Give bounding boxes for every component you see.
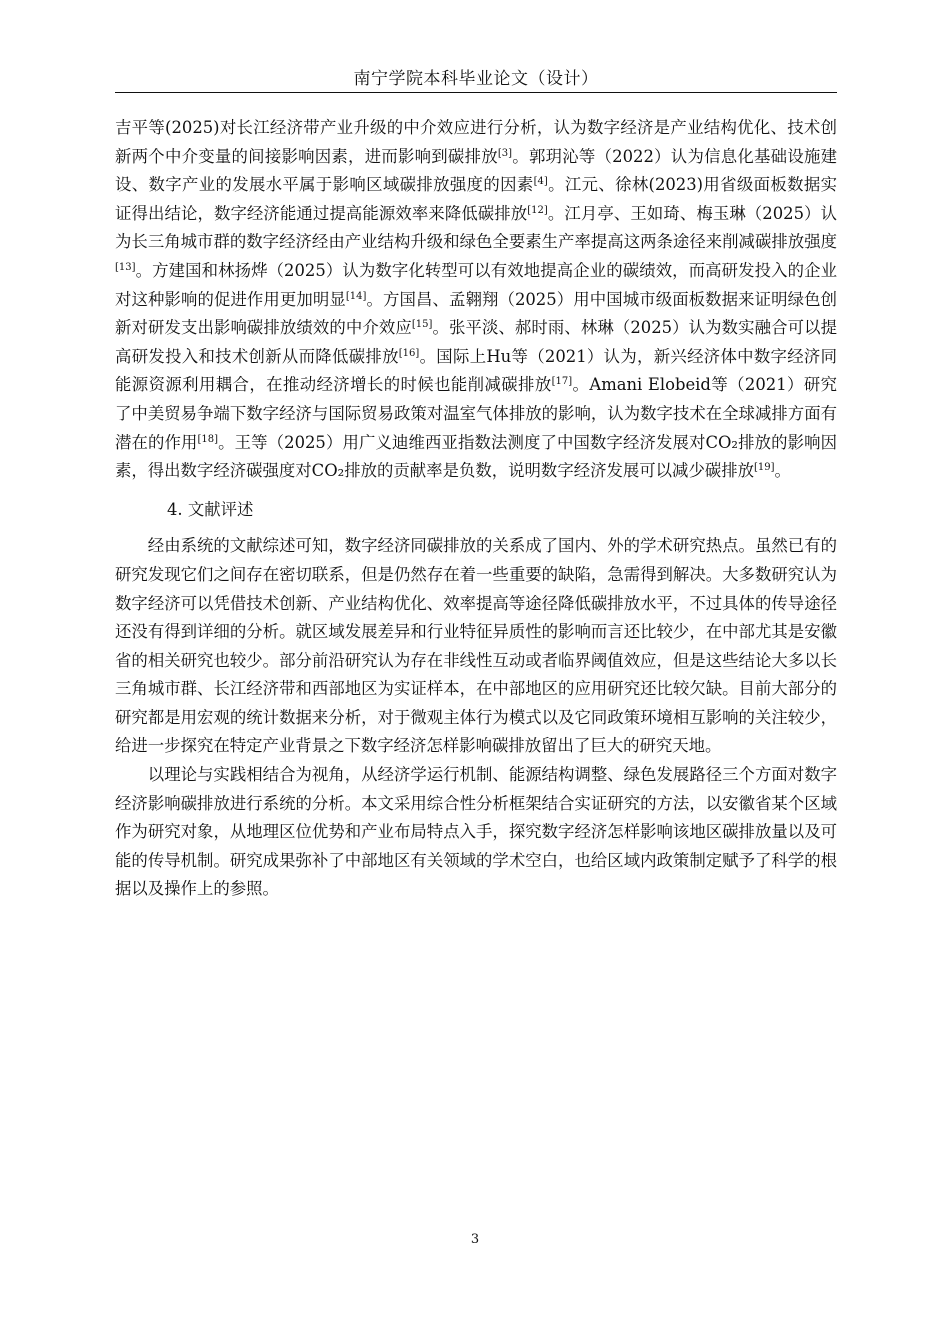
citation-15: [15] bbox=[411, 319, 433, 331]
page-number: 3 bbox=[470, 1232, 480, 1247]
citation-14: [14] bbox=[345, 290, 367, 302]
header-divider bbox=[115, 92, 837, 93]
citation-13: [13] bbox=[115, 261, 136, 273]
citation-12: [12] bbox=[527, 204, 548, 216]
citation-18: [18] bbox=[197, 433, 219, 445]
paragraph-review-2: 以理论与实践相结合为视角，从经济学运行机制、能源结构调整、绿色发展路径三个方面对数字经济影响碳排放进行系统的分析。本文采用综合性分析框架结合实证研究的方法，以安徽省某个区域作为研究对象，从地理区位优势和产业布局特点入手，探究数字经济怎样影响该地区碳排放量以及可能的传导机制。研究成果弥补了中部地区有关领域的学术空白，也给区域内政策制定赋予了科学的根据以及操作上的参照。 bbox=[115, 765, 837, 899]
citation-19: [19] bbox=[754, 462, 775, 474]
paragraph-review-1: 经由系统的文献综述可知，数字经济同碳排放的关系成了国内、外的学术研究热点。虽然已有的研究发现它们之间存在密切联系，但是仍然存在着一些重要的缺陷，急需得到解决。大多数研究认为数字经济可以凭借技术创新、产业结构优化、效率提高等途径降低碳排放水平，不过具体的传导途径还没有得到详细的分析。就区域发展差异和行业特征异质性的影响而言还比较少，在中部尤其是安徽省的相关研究也较少。部分前沿研究认为存在非线性互动或者临界阈值效应，但是这些结论大多以长三角城市群、长江经济带和西部地区为实证样本，在中部地区的应用研究还比较欠缺。目前大部分的研究都是用宏观的统计数据来分析，对于微观主体行为模式以及它同政策环境相互影响的关注较少，给进一步探究在特定产业背景之下数字经济怎样影响碳排放留出了巨大的研究天地。 bbox=[115, 536, 837, 756]
citation-16: [16] bbox=[398, 347, 420, 359]
page-header-title: 南宁学院本科毕业论文（设计） bbox=[353, 69, 599, 89]
citation-17: [17] bbox=[551, 376, 573, 388]
section-heading-literature-review: 4. 文献评述 bbox=[167, 499, 254, 519]
page-body bbox=[115, 114, 837, 904]
citation-4: [4] bbox=[533, 176, 548, 188]
citation-3: [3] bbox=[497, 147, 513, 159]
paragraph-literature-continued: 吉平等(2025)对长江经济带产业升级的中介效应进行分析，认为数字经济是产业结构优化、技术创新两个中介变量的间接影响因素，进而影响到碳排放[3]。郭玥沁等（2022）认为信息化基础设施建设、数字产业的发展水平属于影响区域碳排放强度的因素[4]。江元、徐林(2023)用省级面板数据实证得出结论，数字经济能通过提高能源效率来降低碳排放[12]。江月亭、王如琦、梅玉琳（2025）认为长三角城市群的数字经济经由产业结构升级和绿色全要素生产率提高这两条途径来削减碳排放强度[13]。方建国和林扬烨（2025）认为数字化转型可以有效地提高企业的碳绩效，而高研发投入的企业对这种影响的促进作用更加明显[14]。方国昌、孟翱翔（2025）用中国城市级面板数据来证明绿色创新对研发支出影响碳排放绩效的中介效应[15]。张平淡、郝时雨、林琳（2025）认为数实融合可以提高研发投入和技术创新从而降低碳排放[16]。国际上Hu等（2021）认为，新兴经济体中数字经济同能源资源利用耦合，在推动经济增长的时候也能削减碳排放[17]。Amani Elobeid等（2021）研究了中美贸易争端下数字经济与国际贸易政策对温室气体排放的影响，认为数字技术在全球减排方面有潜在的作用[18]。王等（2025）用广义迪维西亚指数法测度了中国数字经济发展对CO₂排放的影响因素，得出数字经济碳强度对CO₂排放的贡献率是负数，说明数字经济发展可以减少碳排放[19]。 bbox=[115, 118, 838, 481]
